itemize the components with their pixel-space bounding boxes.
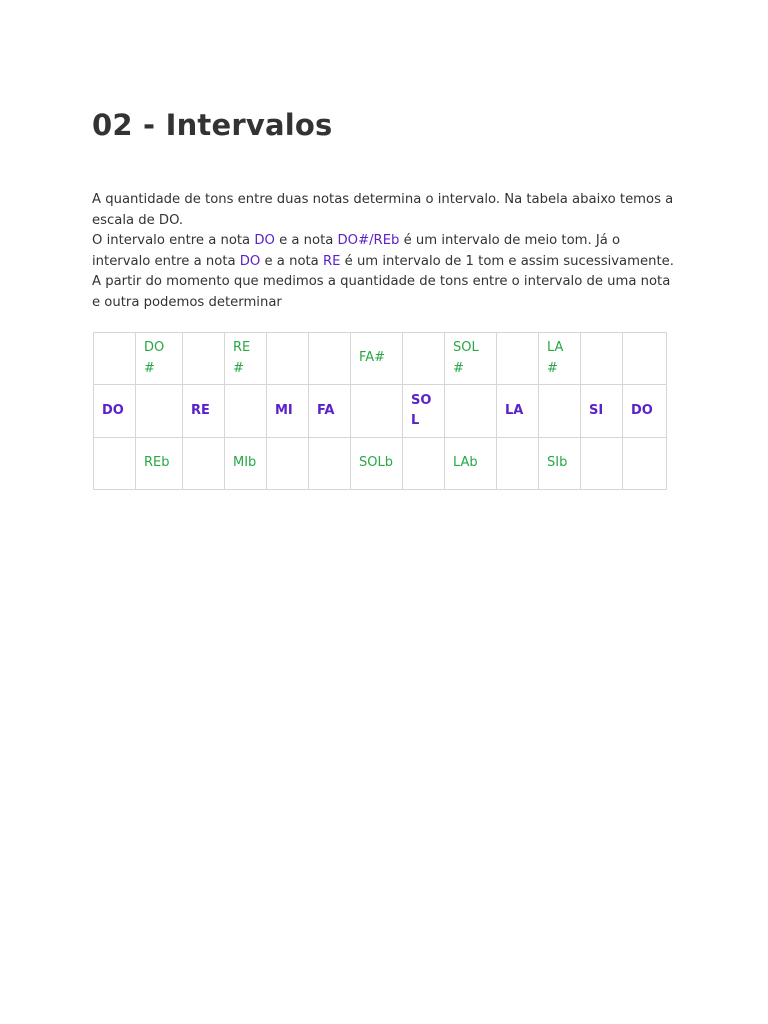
highlight-note: DO <box>239 253 261 269</box>
table-cell <box>267 438 309 490</box>
sharps-row <box>94 333 667 385</box>
table-cell: RE <box>183 385 225 438</box>
table-cell: SIb <box>539 438 581 490</box>
naturals-row <box>94 385 667 438</box>
table-cell <box>94 333 136 385</box>
table-cell: REb <box>136 438 183 490</box>
table-cell <box>623 438 667 490</box>
highlight-note: DO <box>254 233 275 249</box>
intro-text-fragment: é um intervalo de 1 tom e assim sucessivamente. <box>340 253 674 269</box>
highlight-note: RE <box>322 253 341 269</box>
table-cell <box>539 385 581 438</box>
table-cell: RE# <box>225 333 267 385</box>
table-cell: FA# <box>351 333 403 385</box>
intro-text-fragment: O intervalo entre a nota <box>92 233 255 249</box>
highlight-note: DO#/REb <box>337 233 400 249</box>
table-cell <box>497 333 539 385</box>
table-cell <box>183 438 225 490</box>
table-cell <box>309 438 351 490</box>
table-cell: SOL# <box>445 333 497 385</box>
table-cell <box>403 438 445 490</box>
table-cell <box>183 333 225 385</box>
table-cell: SOL <box>403 385 445 438</box>
table-cell <box>267 333 309 385</box>
table-cell <box>581 333 623 385</box>
flats-row <box>94 438 667 490</box>
intro-text <box>92 190 682 314</box>
intro-paragraph-3: A partir do momento que medimos a quantidade de tons entre o intervalo de uma nota e outra podemos determinar <box>92 274 671 310</box>
table-cell: LA# <box>539 333 581 385</box>
table-cell: DO# <box>136 333 183 385</box>
table-cell <box>623 333 667 385</box>
table-cell <box>403 333 445 385</box>
intro-text-fragment: é um intervalo de meio tom. Já o intervalo entre a nota <box>92 233 621 269</box>
table-cell <box>309 333 351 385</box>
intro-paragraph-1: A quantidade de tons entre duas notas determina o intervalo. Na tabela abaixo temos a escala de DO. <box>92 192 674 228</box>
intro-text-fragment: e a nota <box>260 253 323 269</box>
intro-text-fragment: e a nota <box>274 233 338 249</box>
table-cell <box>94 438 136 490</box>
table-cell: SI <box>581 385 623 438</box>
table-cell: MI <box>267 385 309 438</box>
page-title: 02 - Intervalos <box>92 108 333 142</box>
notes-table <box>93 332 667 490</box>
table-cell: LA <box>497 385 539 438</box>
table-cell: DO <box>623 385 667 438</box>
table-cell <box>136 385 183 438</box>
table-cell: LAb <box>445 438 497 490</box>
table-cell <box>225 385 267 438</box>
table-cell <box>445 385 497 438</box>
intro-paragraph-2 <box>92 231 682 272</box>
table-cell <box>581 438 623 490</box>
table-cell <box>497 438 539 490</box>
table-cell: FA <box>309 385 351 438</box>
table-cell <box>351 385 403 438</box>
table-cell: SOLb <box>351 438 403 490</box>
table-cell: MIb <box>225 438 267 490</box>
table-cell: DO <box>94 385 136 438</box>
